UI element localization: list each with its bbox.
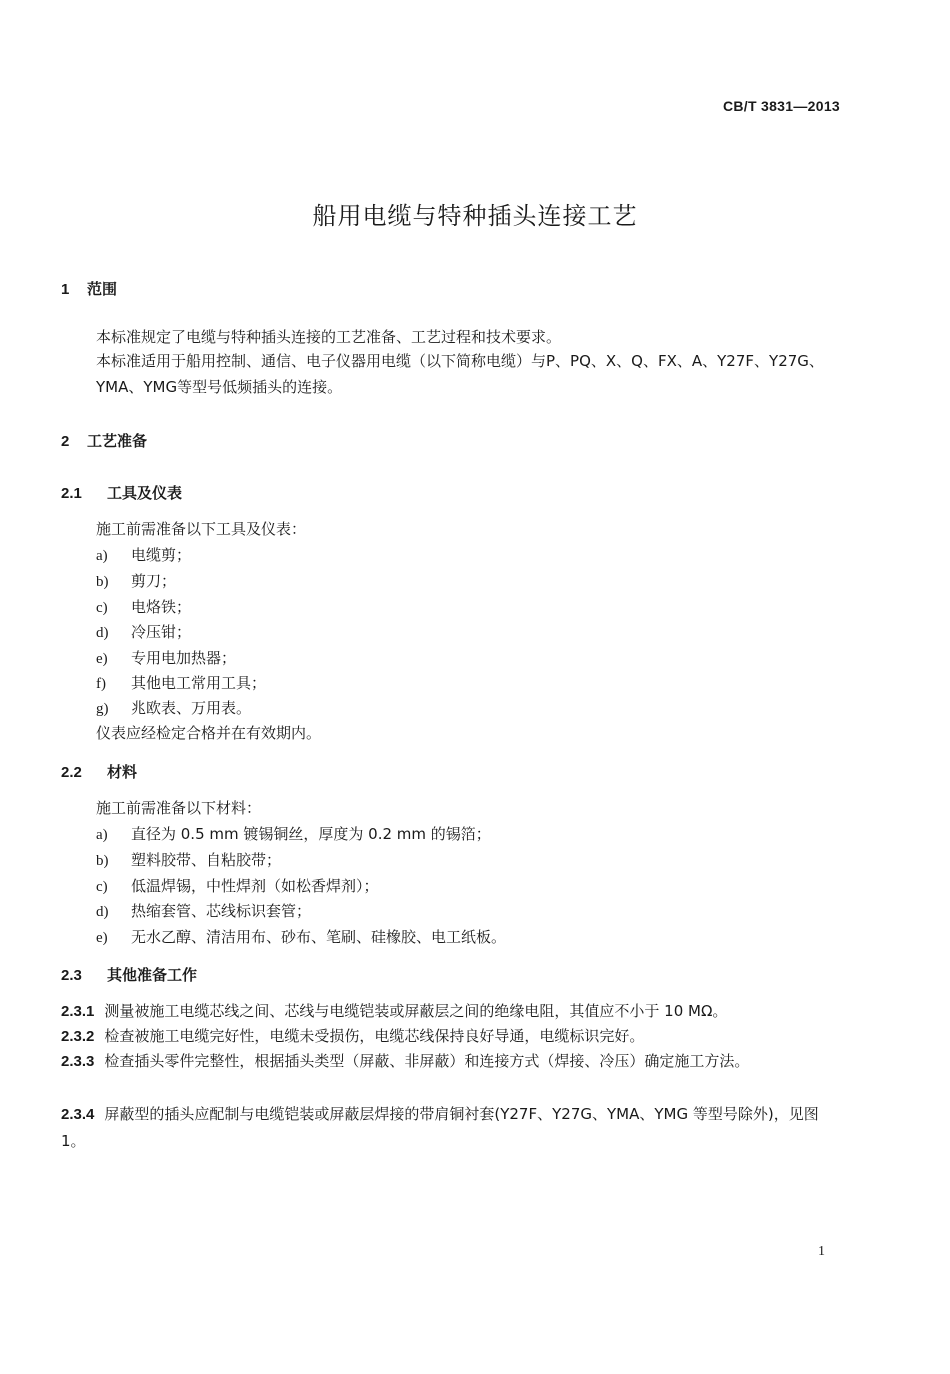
subsection-number: 2.1 [61, 485, 82, 502]
page-number: 1 [818, 1244, 825, 1259]
list-item [96, 544, 191, 565]
clause-2-3-2 [61, 1023, 841, 1050]
list-item [96, 570, 176, 591]
list-label: a) [96, 827, 108, 843]
list-text: 塑料胶带、自粘胶带； [131, 851, 282, 869]
document-title: 船用电缆与特种插头连接工艺 [312, 202, 638, 230]
list-label: e) [96, 651, 108, 667]
section-title: 范围 [87, 280, 118, 298]
materials-intro: 施工前需准备以下材料： [96, 799, 262, 817]
list-label: d) [96, 625, 109, 641]
list-text: 电烙铁； [131, 598, 192, 616]
list-item [96, 621, 191, 642]
section-title: 工艺准备 [87, 432, 148, 450]
list-text: 热缩套管、芯线标识套管； [131, 902, 312, 920]
subsection-title: 材料 [107, 763, 138, 781]
section-1-paragraph-2 [61, 348, 843, 400]
list-text: 冷压钳； [131, 623, 192, 641]
list-text: 直径为 0.5 mm 镀锡铜丝，厚度为 0.2 mm 的锡箔； [131, 825, 491, 843]
subsection-2-1-heading [61, 482, 182, 503]
list-text: 其他电工常用工具； [131, 674, 267, 692]
list-text: 专用电加热器； [131, 649, 237, 667]
list-item [96, 596, 191, 617]
list-label: b) [96, 574, 109, 590]
subsection-title: 工具及仪表 [107, 484, 183, 502]
subsection-2-2-heading [61, 761, 137, 782]
list-item [96, 697, 251, 718]
clause-2-3-4 [61, 1101, 841, 1154]
clause-number: 2.3.4 [61, 1106, 95, 1123]
list-label: c) [96, 600, 108, 616]
subsection-title: 其他准备工作 [107, 966, 198, 984]
list-text: 电缆剪； [131, 546, 192, 564]
list-item [96, 823, 491, 844]
list-item [96, 672, 266, 693]
list-item [96, 926, 506, 947]
list-label: g) [96, 701, 109, 717]
clause-number: 2.3.2 [61, 1028, 95, 1045]
section-1-paragraph-1: 本标准规定了电缆与特种插头连接的工艺准备、工艺过程和技术要求。 [96, 328, 562, 346]
clause-text: 检查插头零件完整性，根据插头类型（屏蔽、非屏蔽）和连接方式（焊接、冷压）确定施工方法。 [104, 1052, 750, 1070]
section-number: 2 [61, 433, 70, 450]
section-number: 1 [61, 281, 70, 298]
list-label: d) [96, 904, 109, 920]
list-label: a) [96, 548, 108, 564]
subsection-2-3-heading [61, 964, 197, 985]
list-text: 剪刀； [131, 572, 177, 590]
list-item [96, 647, 236, 668]
list-label: b) [96, 853, 109, 869]
tools-outro: 仪表应经检定合格并在有效期内。 [96, 724, 322, 742]
list-label: c) [96, 879, 108, 895]
list-item [96, 875, 379, 896]
clause-2-3-1 [61, 998, 841, 1025]
clause-2-3-3 [61, 1048, 841, 1075]
list-label: f) [96, 676, 106, 692]
tools-intro: 施工前需准备以下工具及仪表： [96, 520, 307, 538]
section-2-heading [61, 430, 147, 451]
list-item [96, 849, 281, 870]
clause-number: 2.3.1 [61, 1003, 95, 1020]
clause-text: 屏蔽型的插头应配制与电缆铠装或屏蔽层焊接的带肩铜衬套(Y27F、Y27G、YMA、YMG 等型号除外)，见图 1。 [61, 1105, 819, 1150]
subsection-number: 2.2 [61, 764, 82, 781]
section-1-heading [61, 278, 117, 299]
list-text: 低温焊锡，中性焊剂（如松香焊剂）； [131, 877, 379, 895]
subsection-number: 2.3 [61, 967, 82, 984]
list-text: 无水乙醇、清洁用布、砂布、笔刷、硅橡胶、电工纸板。 [131, 928, 507, 946]
list-text: 兆欧表、万用表。 [131, 699, 252, 717]
paragraph-text: 本标准适用于船用控制、通信、电子仪器用电缆（以下简称电缆）与P、PQ、X、Q、FX、A、Y27F、Y27G、YMA、YMG等型号低频插头的连接。 [96, 352, 824, 396]
standard-number: CB/T 3831—2013 [722, 98, 840, 114]
clause-text: 检查被施工电缆完好性，电缆未受损伤，电缆芯线保持良好导通，电缆标识完好。 [104, 1027, 645, 1045]
clause-text: 测量被施工电缆芯线之间、芯线与电缆铠装或屏蔽层之间的绝缘电阻，其值应不小于 10 MΩ。 [104, 1002, 728, 1020]
list-label: e) [96, 930, 108, 946]
list-item [96, 900, 311, 921]
clause-number: 2.3.3 [61, 1053, 95, 1070]
